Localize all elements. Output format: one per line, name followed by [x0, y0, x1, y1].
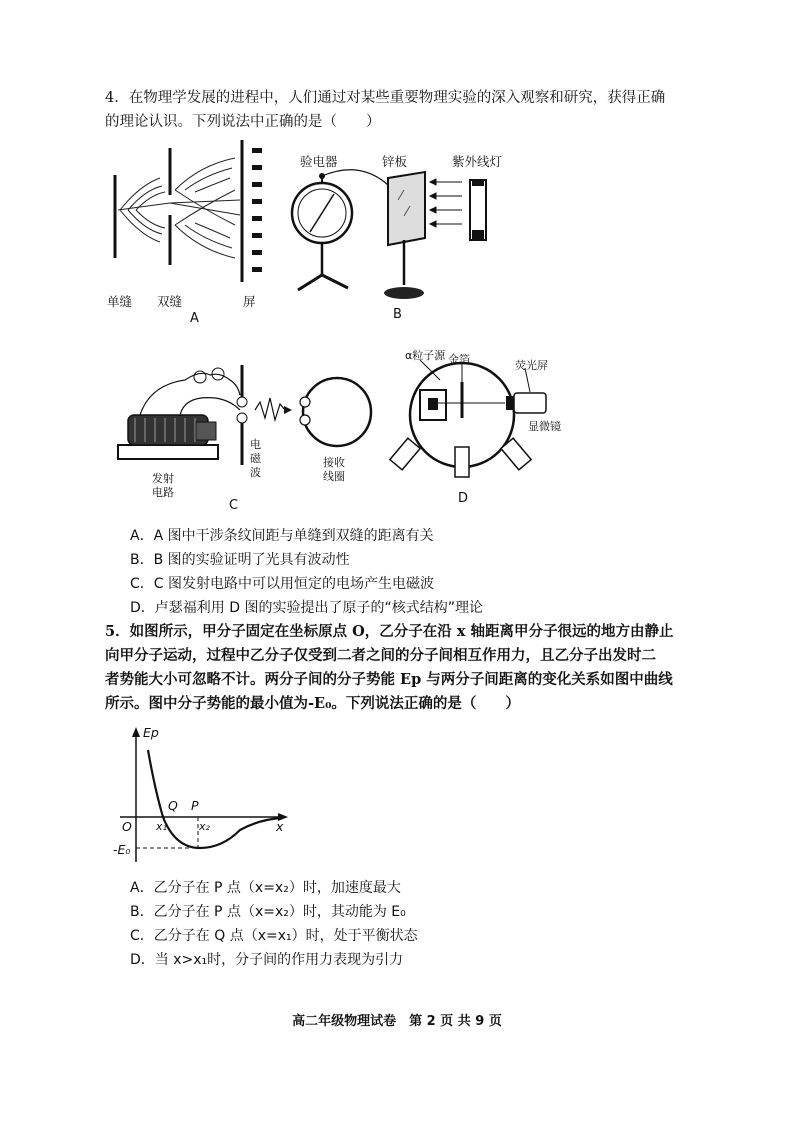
figure-a-letter: A [190, 311, 199, 326]
label-electroscope: 验电器 [300, 154, 338, 169]
label-receive-1: 接收 [323, 456, 345, 469]
label-wave-1: 电 [250, 438, 261, 451]
label-single-slit: 单缝 [107, 294, 133, 309]
q4-option-c: C．C 图发射电路中可以用恒定的电场产生电磁波 [130, 576, 434, 592]
q4-option-b: B．B 图的实验证明了光具有波动性 [130, 552, 350, 568]
figure-c-letter: C [229, 498, 239, 513]
q5-stem-line1: 5．如图所示，甲分子固定在坐标原点 O，乙分子在沿 x 轴距离甲分子很远的地方由静止 [105, 623, 674, 640]
label-screen: 屏 [243, 294, 256, 309]
label-wave-2: 磁 [250, 452, 261, 465]
graph-point-q: Q [168, 798, 178, 813]
label-double-slit: 双缝 [157, 294, 183, 309]
label-receive-2: 线圈 [323, 470, 345, 483]
graph-origin: O [122, 819, 132, 834]
q5-option-c: C．乙分子在 Q 点（x=x₁）时，处于平衡状态 [130, 928, 418, 944]
q5-stem-line2: 向甲分子运动，过程中乙分子仅受到二者之间的分子间相互作用力，且乙分子出发时二 [105, 647, 656, 664]
graph-neg-e0: -E₀ [113, 842, 131, 857]
figure-b-letter: B [393, 307, 402, 322]
figure-d-letter: D [458, 491, 469, 506]
label-transmit-2: 电路 [152, 486, 174, 499]
page-footer: 高二年级物理试卷 第 2 页 共 9 页 [292, 1014, 502, 1029]
label-fluorescent-screen: 荧光屏 [515, 359, 548, 372]
label-uv-lamp: 紫外线灯 [452, 154, 503, 169]
q5-stem-line3: 者势能大小可忽略不计。两分子间的分子势能 Ep 与两分子间距离的变化关系如图中曲线 [105, 671, 673, 688]
label-zinc-plate: 锌板 [382, 154, 408, 169]
graph-x1: x₁ [156, 820, 167, 833]
q4-stem-line2: 的理论认识。下列说法中正确的是（ ） [105, 114, 381, 130]
graph-point-p: P [191, 798, 199, 813]
q5-option-d: D．当 x>x₁时，分子间的作用力表现为引力 [130, 952, 404, 968]
q4-option-a: A．A 图中干涉条纹间距与单缝到双缝的距离有关 [130, 528, 434, 544]
label-transmit-1: 发射 [152, 472, 174, 485]
graph-x2: x₂ [199, 820, 210, 833]
q5-option-b: B．乙分子在 P 点（x=x₂）时，其动能为 E₀ [130, 904, 406, 920]
graph-ylabel: Ep [143, 725, 159, 740]
graph-xlabel: x [276, 819, 284, 834]
q4-option-d: D．卢瑟福利用 D 图的实验提出了原子的“核式结构”理论 [130, 600, 483, 616]
label-alpha-source: α粒子源 [405, 349, 446, 362]
label-microscope: 显微镜 [528, 420, 561, 433]
q4-stem-line1: 4．在物理学发展的进程中，人们通过对某些重要物理实验的深入观察和研究，获得正确 [105, 90, 666, 106]
q5-option-a: A．乙分子在 P 点（x=x₂）时，加速度最大 [130, 880, 401, 896]
label-wave-3: 波 [250, 466, 261, 479]
q5-stem-line4: 所示。图中分子势能的最小值为-E₀。下列说法正确的是（ ） [105, 695, 520, 712]
label-gold-foil: 金箔 [448, 353, 470, 366]
